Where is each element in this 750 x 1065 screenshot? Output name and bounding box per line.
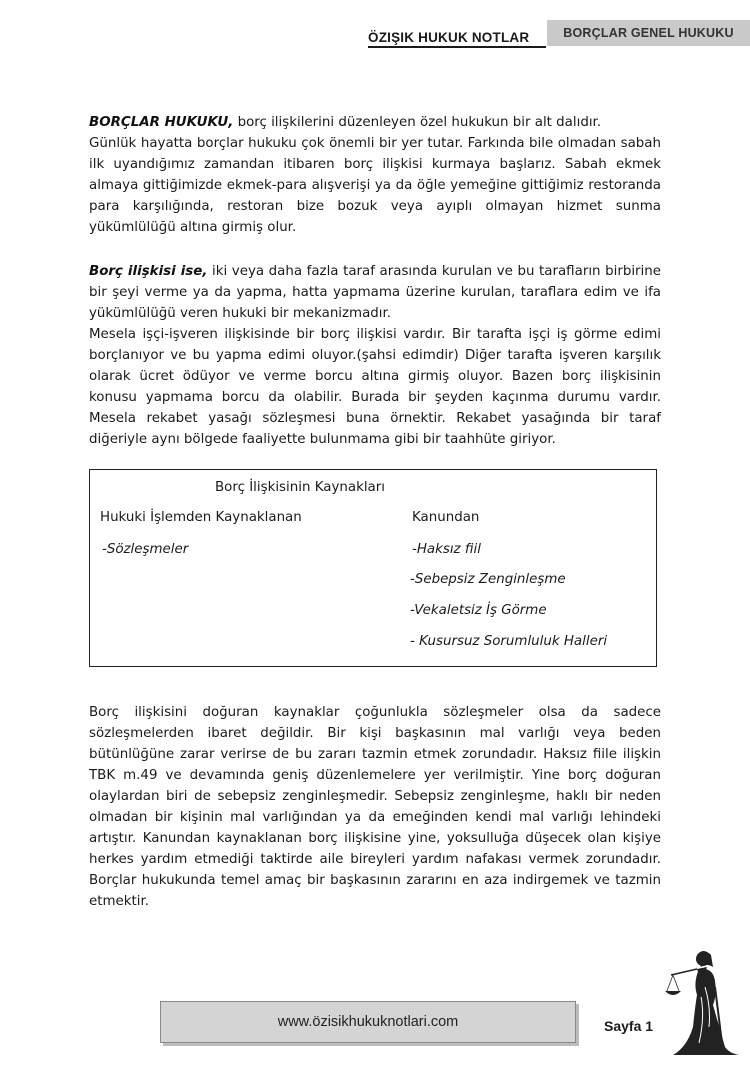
sources-col1-item: -Sözleşmeler: [102, 542, 189, 557]
paragraph-sources-explanation: [89, 702, 661, 912]
sources-col2-item: -Sebepsiz Zenginleşme: [410, 572, 566, 587]
sources-col1-header: Hukuki İşlemden Kaynaklanan: [100, 510, 302, 525]
sources-box-title: Borç İlişkisinin Kaynakları: [215, 480, 385, 495]
lady-justice-icon: [663, 947, 745, 1057]
intro-lead-term: BORÇLAR HUKUKU,: [89, 115, 234, 130]
sources-col2-header: Kanundan: [412, 510, 480, 525]
intro-text-2: Günlük hayatta borçlar hukuku çok önemli bir yer tutar. Farkında bile olmadan sabah ilk uyandığımız zamandan itibaren borç ilişkisi kurmaya başlarız. Sabah ekmek almaya gittiğimizde ekmek-para alışverişi ya da öğle yemeğine gittiğimiz restoranda para karşılığında, restoran bize bozuk veya ayıplı olmayan hizmet sunma yükümlülüğü altına girmiş olur.: [89, 136, 661, 235]
sources-explanation-text: Borç ilişkisini doğuran kaynaklar çoğunlukla sözleşmeler olsa da sadece sözleşmelerden ibaret değildir. Bir kişi başkasının mal varlığı veya beden bütünlüğüne zarar verirse de bu zararı tazmin etmek zorundadır. Haksız fiile ilişkin TBK m.49 ve devamında geniş düzenlemelere yer verilmiştir. Yine borç doğuran olaylardan biri de sebepsiz zenginleşmedir. Sebepsiz zenginleşme, haklı bir neden olmadan bir kişinin mal varlığından ya da emeğinden kendi mal varlığı lehindeki artıştır. Kanundan kaynaklanan borç ilişkisine yine, yoksulluğa düşecek olan kişiye herkes yardım etmediği taktirde aile bireyleri yardım nafakası vermek zorundadır. Borçlar hukukunda temel amaç bir başkasının zararını en aza indirgemek ve tazmin etmektir.: [89, 705, 661, 909]
borc-iliskisi-text: iki veya daha fazla taraf arasında kurulan ve bu tarafların birbirine bir şeyi verme ya da yapma, hatta yapmama üzerine kurulan, taraflara edim ve ifa yükümlülüğü veren hukuki bir mekanizmadır.: [89, 264, 661, 321]
header-section-title: BORÇLAR GENEL HUKUKU: [547, 20, 750, 46]
header-site-title: ÖZIŞIK HUKUK NOTLAR: [368, 30, 530, 45]
borc-iliskisi-lead-term: Borç ilişkisi ise,: [89, 264, 208, 279]
borc-iliskisi-text-2: Mesela işçi-işveren ilişkisinde bir borç ilişkisi vardır. Bir tarafta işçi iş görme edimi borçlanıyor ve bu yapma edimi oluyor.(şahsi edimdir) Diğer tarafta işveren karşılık olarak ücret ödüyor ve verme borcu altına girmiş oluyor. Bazen borç ilişkisinin konusu yapmama borcu da olabilir. Burada bir şeyden kaçınma durumu vardır. Mesela rekabet yasağı sözleşmesi buna örnektir. Rekabet yasağında bir taraf diğeriyle aynı bölgede faaliyette bulunmama gibi bir taahhüte giriyor.: [89, 327, 661, 447]
page-number: Sayfa 1: [604, 1018, 654, 1034]
sources-col2-item: -Haksız fiil: [412, 542, 481, 557]
footer-website: www.özisikhukuknotlari.com: [160, 1001, 576, 1043]
paragraph-intro: [89, 112, 661, 238]
intro-text: borç ilişkilerini düzenleyen özel hukukun bir alt dalıdır.: [233, 115, 602, 130]
paragraph-borc-iliskisi: [89, 261, 661, 450]
header-underline: [368, 46, 546, 48]
sources-col2-item: -Vekaletsiz İş Görme: [410, 603, 547, 618]
sources-box: [89, 469, 657, 667]
sources-col2-item: - Kusursuz Sorumluluk Halleri: [410, 634, 608, 649]
